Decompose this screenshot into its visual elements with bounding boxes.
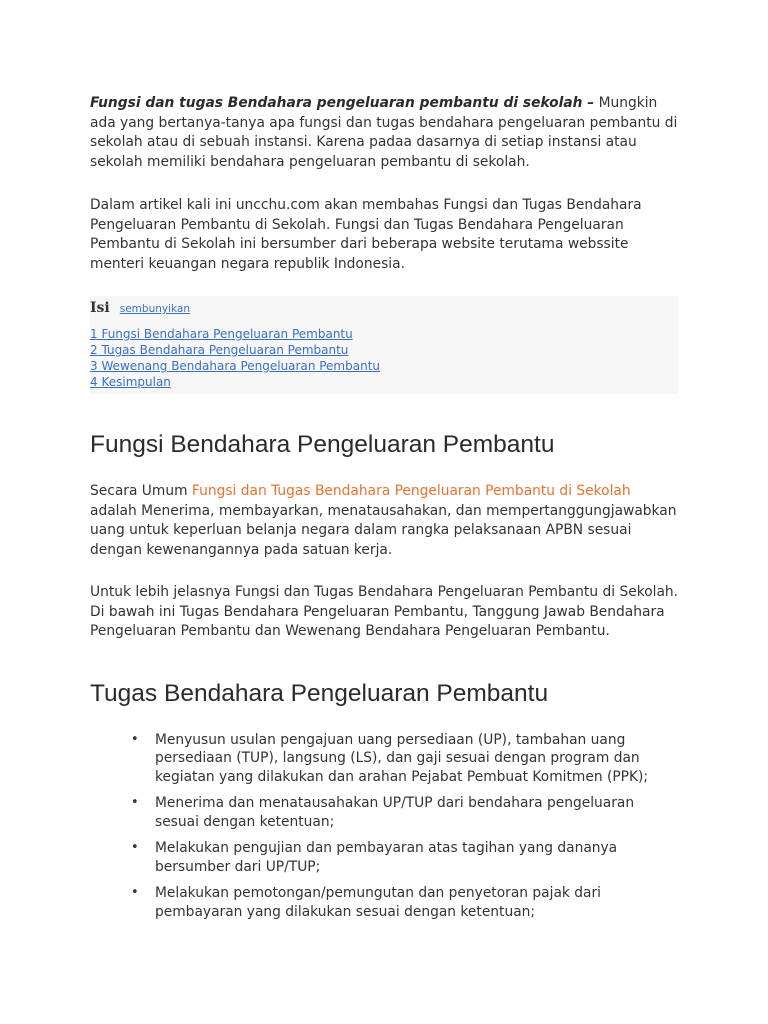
- intro-title: Fungsi dan tugas Bendahara pengeluaran pembantu di sekolah –: [90, 95, 595, 111]
- list-item: [90, 794, 680, 831]
- list-item: [90, 839, 680, 876]
- list-item-text: Menyusun usulan pengajuan uang persediaan (UP), tambahan uang persediaan (TUP), langsung (LS), dan gaji sesuai dengan program dan kegiatan yang dilakukan dan arahan Pejabat Pembuat Komitmen (PPK);: [155, 731, 649, 785]
- fungsi-highlight-link[interactable]: Fungsi dan Tugas Bendahara Pengeluaran Pembantu di Sekolah: [191, 483, 631, 499]
- toc-item-tugas[interactable]: 2 Tugas Bendahara Pengeluaran Pembantu: [90, 343, 349, 357]
- article-paragraph-2: Dalam artikel kali ini uncchu.com akan membahas Fungsi dan Tugas Bendahara Pengeluaran Pembantu di Sekolah. Fungsi dan Tugas Bendahara Pengeluaran Pembantu di Sekolah ini bersumber dari beberapa website terutama webssite menteri keuangan negara republik Indonesia.: [90, 197, 642, 272]
- fungsi-paragraph-1: [90, 482, 680, 560]
- article-content: [90, 94, 680, 929]
- bullet-icon: •: [131, 731, 139, 747]
- toc-item-wewenang[interactable]: 3 Wewenang Bendahara Pengeluaran Pembantu: [90, 359, 381, 373]
- toc-item-fungsi[interactable]: 1 Fungsi Bendahara Pengeluaran Pembantu: [90, 327, 353, 341]
- section-heading-fungsi: Fungsi Bendahara Pengeluaran Pembantu: [90, 431, 555, 458]
- toc-header: [90, 300, 678, 322]
- list-item-text: Melakukan pengujian dan pembayaran atas tagihan yang dananya bersumber dari UP/TUP;: [155, 840, 618, 875]
- list-item-text: Melakukan pemotongan/pemungutan dan penyetoran pajak dari pembayaran yang dilakukan sesuai dengan ketentuan;: [155, 885, 602, 920]
- toc-toggle-link[interactable]: sembunyikan: [119, 303, 190, 315]
- toc-item-kesimpulan[interactable]: 4 Kesimpulan: [90, 375, 171, 389]
- section-heading-tugas: Tugas Bendahara Pengeluaran Pembantu: [90, 679, 549, 707]
- bullet-icon: •: [131, 885, 139, 900]
- list-item: [90, 884, 680, 921]
- bullet-icon: •: [131, 795, 139, 810]
- toc-title: Isi: [90, 300, 110, 316]
- list-item: [90, 731, 680, 787]
- table-of-contents: [90, 296, 678, 394]
- fungsi-para1-prefix: Secara Umum: [90, 483, 192, 499]
- intro-paragraph: [90, 94, 680, 172]
- intro-body: Mungkin ada yang bertanya-tanya apa fungsi dan tugas bendahara pengeluaran pembantu di sekolah atau di sebuah instansi. Karena padaa dasarnya di setiap instansi atau sekolah memiliki bendahara pengeluaran pembantu di sekolah.: [90, 95, 678, 170]
- bullet-icon: •: [131, 840, 139, 855]
- toc-list: [90, 326, 678, 390]
- list-item-text: Menerima dan menatausahakan UP/TUP dari bendahara pengeluaran sesuai dengan ketentuan;: [155, 795, 635, 830]
- fungsi-para1-suffix: adalah Menerima, membayarkan, menatausahakan, dan mempertanggungjawabkan uang untuk keperluan belanja negara dalam rangka pelaksanaan APBN sesuai dengan kewenangannya pada satuan kerja.: [90, 502, 677, 558]
- tugas-list: [90, 731, 680, 922]
- fungsi-paragraph-2: Untuk lebih jelasnya Fungsi dan Tugas Bendahara Pengeluaran Pembantu di Sekolah. Di bawah ini Tugas Bendahara Pengeluaran Pembantu, Tanggung Jawab Bendahara Pengeluaran Pembantu dan Wewenang Bendahara Pengeluaran Pembantu.: [90, 584, 679, 639]
